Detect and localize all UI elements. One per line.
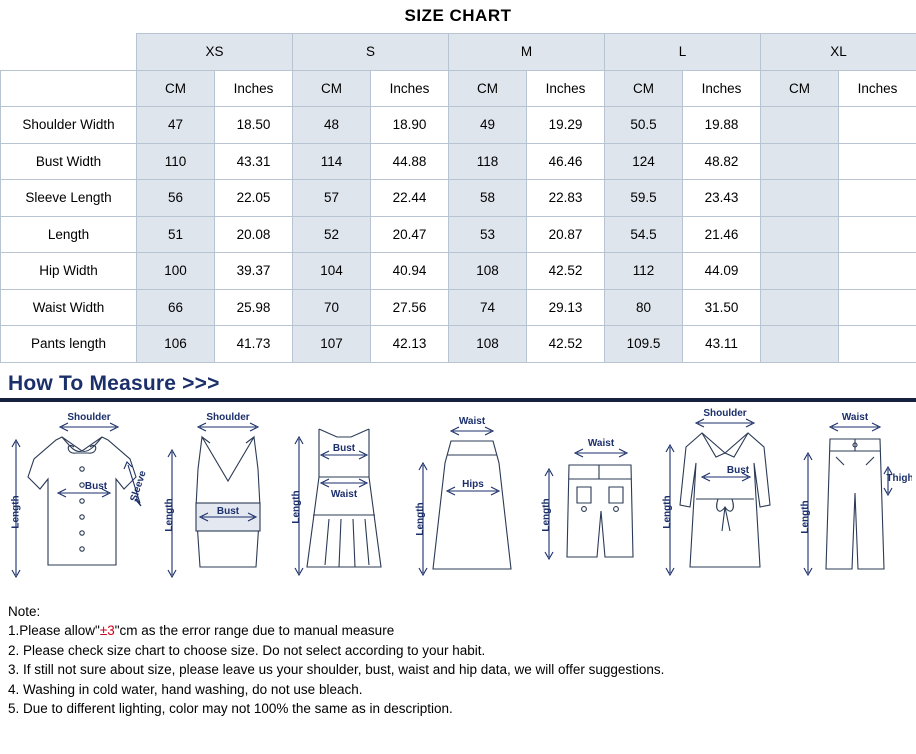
svg-text:Length: Length — [291, 489, 303, 524]
cell — [839, 216, 916, 253]
unit-header-s-cm: CM — [293, 70, 371, 107]
table-row — [1, 216, 916, 253]
svg-text:Length: Length — [540, 497, 552, 532]
cell: 40.94 — [371, 253, 449, 290]
table-corner-cell — [1, 34, 137, 71]
row-label: Pants length — [1, 326, 137, 363]
table-body — [1, 107, 916, 363]
cell: 42.13 — [371, 326, 449, 363]
cell — [839, 289, 916, 326]
how-to-measure-heading: How To Measure >>> — [8, 371, 220, 395]
cell: 42.52 — [527, 253, 605, 290]
cell: 106 — [137, 326, 215, 363]
cell — [761, 253, 839, 290]
figure-long-coat — [656, 407, 786, 592]
cell — [761, 180, 839, 217]
how-to-measure-section — [0, 369, 916, 592]
svg-text:Waist: Waist — [458, 415, 486, 427]
svg-text:Sleeve: Sleeve — [128, 468, 149, 503]
svg-text:Bust: Bust — [333, 442, 356, 454]
cell — [761, 326, 839, 363]
cell: 118 — [449, 143, 527, 180]
row-label: Length — [1, 216, 137, 253]
table-row — [1, 180, 916, 217]
cell: 25.98 — [215, 289, 293, 326]
unit-header-l-in: Inches — [683, 70, 761, 107]
unit-header-m-in: Inches — [527, 70, 605, 107]
cell: 20.87 — [527, 216, 605, 253]
unit-header-xs-cm: CM — [137, 70, 215, 107]
cell: 49 — [449, 107, 527, 144]
table-unit-header-row — [1, 70, 916, 107]
size-chart-table — [0, 33, 916, 363]
size-header-xl: XL — [761, 34, 916, 71]
svg-text:Bust: Bust — [84, 480, 108, 492]
row-label: Bust Width — [1, 143, 137, 180]
table-row — [1, 143, 916, 180]
cell: 19.88 — [683, 107, 761, 144]
cell: 109.5 — [605, 326, 683, 363]
svg-text:Waist: Waist — [841, 411, 869, 423]
cell: 21.46 — [683, 216, 761, 253]
cell: 108 — [449, 326, 527, 363]
cell: 20.08 — [215, 216, 293, 253]
cell: 22.05 — [215, 180, 293, 217]
svg-text:Waist: Waist — [587, 437, 614, 449]
cell: 48.82 — [683, 143, 761, 180]
cell — [761, 216, 839, 253]
figure-camisole — [160, 407, 280, 592]
size-header-l: L — [605, 34, 761, 71]
svg-text:Bust: Bust — [216, 505, 239, 517]
cell: 112 — [605, 253, 683, 290]
table-row — [1, 253, 916, 290]
cell: 74 — [449, 289, 527, 326]
cell — [839, 143, 916, 180]
cell: 56 — [137, 180, 215, 217]
cell: 18.50 — [215, 107, 293, 144]
note-line-1: 1.Please allow"±3"cm as the error range due to manual measure — [8, 623, 395, 638]
cell — [761, 107, 839, 144]
cell: 27.56 — [371, 289, 449, 326]
unit-header-xl-in: Inches — [839, 70, 916, 107]
cell: 52 — [293, 216, 371, 253]
table-row — [1, 289, 916, 326]
cell: 18.90 — [371, 107, 449, 144]
cell: 47 — [137, 107, 215, 144]
cell — [839, 180, 916, 217]
cell: 23.43 — [683, 180, 761, 217]
cell — [839, 326, 916, 363]
cell: 124 — [605, 143, 683, 180]
cell: 43.31 — [215, 143, 293, 180]
cell: 107 — [293, 326, 371, 363]
svg-text:Hips: Hips — [462, 478, 484, 490]
cell: 29.13 — [527, 289, 605, 326]
cell: 48 — [293, 107, 371, 144]
svg-text:Length: Length — [163, 497, 175, 532]
note-line-5: 5. Due to different lighting, color may not 100% the same as in description. — [8, 701, 453, 716]
unit-header-xl-cm: CM — [761, 70, 839, 107]
cell: 20.47 — [371, 216, 449, 253]
table-row — [1, 107, 916, 144]
cell: 46.46 — [527, 143, 605, 180]
cell: 41.73 — [215, 326, 293, 363]
cell: 43.11 — [683, 326, 761, 363]
cell: 31.50 — [683, 289, 761, 326]
cell: 57 — [293, 180, 371, 217]
svg-text:Length: Length — [662, 494, 674, 529]
cell: 44.09 — [683, 253, 761, 290]
notes-section — [0, 592, 916, 719]
figure-pants — [792, 407, 912, 592]
cell: 50.5 — [605, 107, 683, 144]
row-label: Sleeve Length — [1, 180, 137, 217]
cell: 44.88 — [371, 143, 449, 180]
svg-text:Length: Length — [799, 499, 811, 534]
table-size-header-row — [1, 34, 916, 71]
figure-dress-flare — [285, 407, 403, 592]
size-header-xs: XS — [137, 34, 293, 71]
cell: 108 — [449, 253, 527, 290]
svg-text:Thigh: Thigh — [886, 472, 912, 484]
unit-header-s-in: Inches — [371, 70, 449, 107]
note-line-2: 2. Please check size chart to choose size. Do not select according to your habit. — [8, 642, 486, 658]
cell: 66 — [137, 289, 215, 326]
unit-header-m-cm: CM — [449, 70, 527, 107]
cell: 110 — [137, 143, 215, 180]
figure-blouse — [4, 407, 154, 592]
cell: 114 — [293, 143, 371, 180]
cell — [761, 143, 839, 180]
cell: 70 — [293, 289, 371, 326]
row-label: Waist Width — [1, 289, 137, 326]
svg-text:Shoulder: Shoulder — [205, 411, 250, 423]
measurement-figures — [0, 402, 916, 592]
cell: 22.83 — [527, 180, 605, 217]
cell: 80 — [605, 289, 683, 326]
cell: 104 — [293, 253, 371, 290]
svg-text:Bust: Bust — [727, 464, 750, 476]
figure-shorts — [533, 407, 651, 592]
svg-text:Length: Length — [10, 494, 22, 529]
size-header-m: M — [449, 34, 605, 71]
cell: 39.37 — [215, 253, 293, 290]
cell — [839, 107, 916, 144]
cell: 22.44 — [371, 180, 449, 217]
notes-heading: Note: — [8, 603, 41, 619]
cell: 42.52 — [527, 326, 605, 363]
note-line-3: 3. If still not sure about size, please leave us your shoulder, bust, waist and hip data, we will offer suggestions. — [8, 662, 665, 677]
cell: 100 — [137, 253, 215, 290]
table-row — [1, 326, 916, 363]
cell — [839, 253, 916, 290]
note-line-4: 4. Washing in cold water, hand washing, do not use bleach. — [8, 681, 363, 697]
cell — [761, 289, 839, 326]
svg-text:Shoulder: Shoulder — [703, 407, 747, 419]
cell: 53 — [449, 216, 527, 253]
unit-corner-cell — [1, 70, 137, 107]
cell: 59.5 — [605, 180, 683, 217]
figure-skirt — [409, 407, 527, 592]
unit-header-l-cm: CM — [605, 70, 683, 107]
cell: 54.5 — [605, 216, 683, 253]
size-header-s: S — [293, 34, 449, 71]
cell: 19.29 — [527, 107, 605, 144]
unit-header-xs-in: Inches — [215, 70, 293, 107]
cell: 58 — [449, 180, 527, 217]
svg-text:Length: Length — [414, 501, 426, 536]
cell: 51 — [137, 216, 215, 253]
svg-text:Shoulder: Shoulder — [67, 411, 111, 423]
page-title: SIZE CHART — [404, 6, 512, 25]
row-label: Hip Width — [1, 253, 137, 290]
svg-text:Waist: Waist — [331, 488, 358, 500]
row-label: Shoulder Width — [1, 107, 137, 144]
